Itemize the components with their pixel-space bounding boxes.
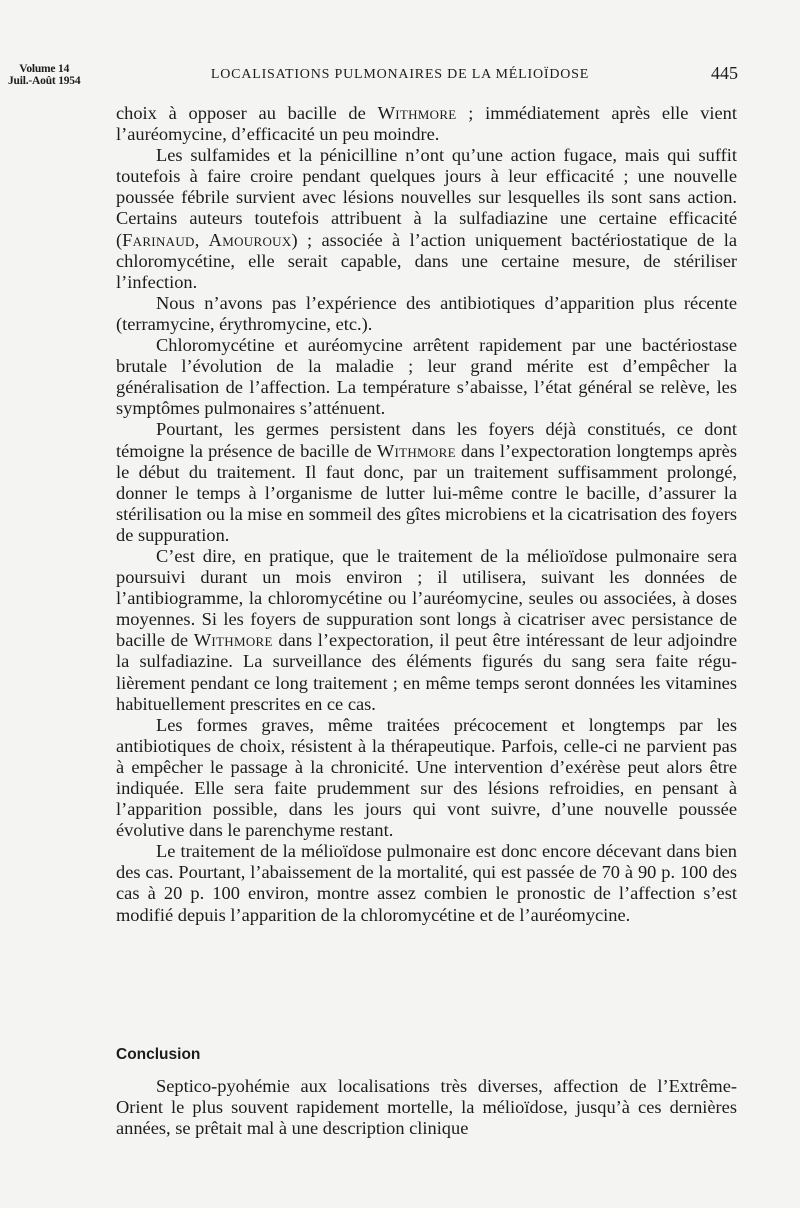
paragraph: choix à opposer au bacille de Withmore ; immédiatement après elle vient l’auréomycine, d’efficacité un peu moindre. bbox=[116, 103, 737, 145]
section-heading: Conclusion bbox=[116, 1046, 201, 1063]
author-name: Farinaud bbox=[122, 229, 195, 250]
author-name: Withmore bbox=[377, 103, 457, 123]
conclusion-body bbox=[116, 1076, 737, 1139]
paragraph: Le traitement de la mélioïdose pulmonaire est donc encore décevant dans bien des cas. Pourtant, l’abaissement de la mortalité, qui est passée de 70 à 90 p. 100 des cas à 20 p. 100 environ, montre assez combien le pronostic de l’affection s’est modifié depuis l’apparition de la chloromycétine et de l’auréomycine. bbox=[116, 841, 737, 925]
paragraph: Les sulfamides et la pénicilline n’ont qu’une action fugace, mais qui suffit toutefois à faire croire pendant quelques jours à leur efficacité ; une nouvelle poussée fébrile survient avec lésions nouvelles sur lesquelles ils sont sans action. Certains auteurs toutefois attribuent à la sulfadiazine une certaine efficacité (Farinaud, Amouroux) ; associée à l’action uniquement bactériostatique de la chloromycétine, elle serait capable, dans une certaine mesure, de stériliser l’infection. bbox=[116, 145, 737, 292]
page-number: 445 bbox=[711, 63, 738, 83]
issue-date: Juil.-Août 1954 bbox=[8, 75, 81, 87]
page-header bbox=[0, 63, 800, 93]
paragraph: Nous n’avons pas l’expérience des antibiotiques d’apparition plus récente (terramycine, érythromycine, etc.). bbox=[116, 292, 737, 334]
paragraph: Les formes graves, même traitées précocement et longtemps par les antibiotiques de choix, résistent à la thérapeutique. Parfois, celle-ci ne parvient pas à empêcher le passage à la chronicité. Une intervention d’exérèse peut alors être indiquée. Elle sera faite prudemment sur des lésions refroidies, en pensant à l’apparition possible, dans les jours qui vont suivre, d’une nouvelle poussée évolutive dans le parenchyme restant. bbox=[116, 714, 737, 841]
author-name: Withmore bbox=[193, 630, 273, 651]
running-title: LOCALISATIONS PULMONAIRES DE LA MÉLIOÏDOSE bbox=[210, 67, 590, 82]
paragraph: Septico-pyohémie aux localisations très diverses, affection de l’Extrême-Orient le plus souvent rapidement mortelle, la mélioïdose, jusqu’à ces dernières années, se prêtait mal à une description clinique bbox=[116, 1076, 737, 1139]
paragraph: Pourtant, les germes persistent dans les foyers déjà constitués, ce dont témoigne la présence de bacille de Withmore dans l’expectoration longtemps après le début du traitement. Il faut donc, par un traitement suffisamment prolongé, donner le temps à l’organisme de lutter lui-même contre le bacille, d’assurer la stérilisation ou la mise en sommeil des gîtes microbiens et la cicatrisation des foyers de suppuration. bbox=[116, 419, 738, 545]
article-body bbox=[116, 103, 737, 926]
author-name: Withmore bbox=[376, 440, 456, 461]
author-name: Amouroux bbox=[208, 229, 292, 250]
paragraph: Chloromycétine et auréomycine arrêtent rapidement par une bactériostase brutale l’évolution de la maladie ; leur grand mérite est d’empêcher la généralisation de l’affection. La température s’abaisse, l’état général se relève, les symptômes pulmonaires s’atténuent. bbox=[116, 335, 737, 419]
volume-label: Volume 14 bbox=[19, 63, 70, 75]
paragraph: C’est dire, en pratique, que le traitement de la mélioïdose pulmonaire sera poursuivi durant un mois environ ; il utilisera, suivant les données de l’antibiogramme, la chloromycétine ou l’auréomycine, seules ou associées, à doses moyennes. Si les foyers de suppuration sont longs à cicatriser avec persistance de bacille de Withmore dans l’expectoration, il peut être intéressant de leur adjoindre la sulfadiazine. La surveillance des éléments figurés du sang sera faite régulièrement pendant ce long traitement ; en même temps seront données les vitamines habituellement prescrites en ce cas. bbox=[116, 545, 737, 714]
